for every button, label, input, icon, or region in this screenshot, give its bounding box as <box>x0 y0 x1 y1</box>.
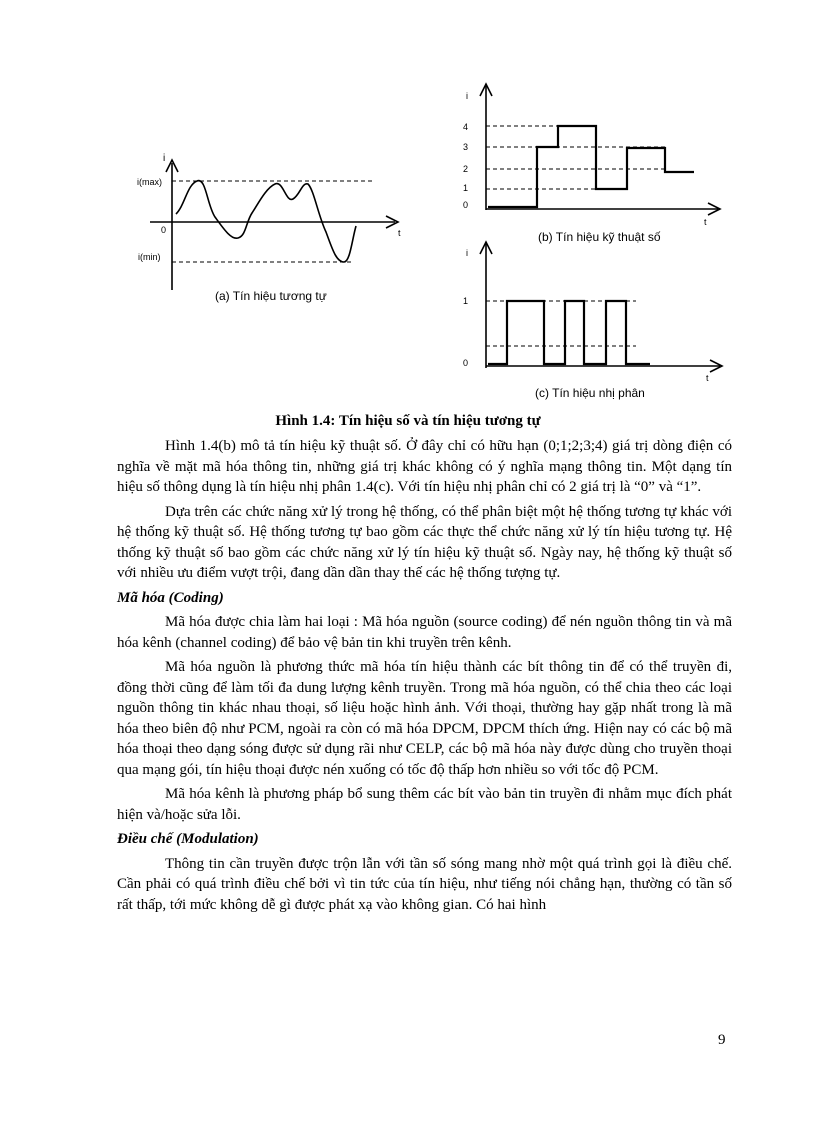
panel-b-caption: (b) Tín hiệu kỹ thuật số <box>538 230 661 244</box>
panel-b-level-2-label: 2 <box>463 164 469 174</box>
panel-b-digital-waveform <box>488 126 694 207</box>
panel-a-imin-label: i(min) <box>138 252 161 262</box>
panel-c-i-label: i <box>466 248 468 258</box>
paragraph-coding-types: Mã hóa được chia làm hai loại : Mã hóa nguồn (source coding) để nén nguồn thông tin và mã hóa kênh (channel coding) để bảo vệ bản tin khi truyền trên kênh. <box>117 614 732 651</box>
panel-a-analog-signal <box>137 153 401 303</box>
panel-c-binary-signal <box>463 242 722 400</box>
panel-a-t-label: t <box>398 228 401 238</box>
panel-a-i-label: i <box>163 153 166 164</box>
panel-b-level-3-label: 3 <box>463 142 469 152</box>
panel-b-t-label: t <box>704 217 707 227</box>
figure-1-4 <box>0 0 816 410</box>
panel-c-one-label: 1 <box>463 296 469 306</box>
paragraph-systems: Dựa trên các chức năng xử lý trong hệ thống, có thể phân biệt một hệ thống tương tự khác với hệ thống kỹ thuật số. Hệ thống tương tự bao gồm các thực thể chức năng xử lý tín hiệu tương tự. Hệ thống kỹ thuật số bao gồm các chức năng xử lý tín hiệu kỹ thuật số. Ngày nay, hệ thống kỹ thuật số với nhiều ưu điểm vượt trội, đang dần dần thay thế các hệ thống tượng tự. <box>117 503 732 581</box>
panel-b-level-0-label: 0 <box>463 200 469 210</box>
body-text <box>117 436 732 919</box>
panel-a-imax-label: i(max) <box>137 177 162 187</box>
panel-b-level-1-label: 1 <box>463 183 469 193</box>
paragraph-source-coding: Mã hóa nguồn là phương thức mã hóa tín hiệu thành các bít thông tin để có thể truyền đi, đồng thời cũng để làm tối đa dung lượng kênh truyền. Trong mã hóa nguồn, có thể chia theo các loại nguồn thông tin khác nhau thoại, số liệu hoặc hình ảnh. Với thoại, thường hay gặp nhất trong là mã hóa theo biên độ như PCM, ngoài ra còn có mã hóa DPCM, DPCM thích ứng. Hiện nay có các bộ mã hóa thoại theo dạng sóng được sử dụng rãi như CELP, các bộ mã hóa này được dùng cho truyền thoại qua mạng gói, tín hiệu thoại được nén xuống có tốc độ thấp hơn nhiều so với tốc độ PCM. <box>117 659 732 778</box>
panel-c-caption: (c) Tín hiệu nhị phân <box>535 386 645 400</box>
panel-a-zero-label: 0 <box>161 225 167 235</box>
paragraph-modulation: Thông tin cần truyền được trộn lẫn với tần số sóng mang nhờ một quá trình gọi là điều chế. Cần phải có quá trình điều chế bởi vì tin tức của tín hiệu, như tiếng nói chẳng hạn, thường có tần số rất thấp, tới mức không dễ gì được phát xạ vào không gian. Có hai hình <box>117 855 732 913</box>
figure-caption: Hình 1.4: Tín hiệu số và tín hiệu tương tự <box>275 413 541 429</box>
panel-c-zero-label: 0 <box>463 358 469 368</box>
panel-c-t-label: t <box>706 373 709 383</box>
page-number: 9 <box>718 1032 726 1048</box>
panel-c-binary-waveform <box>488 301 650 364</box>
panel-b-i-label: i <box>466 91 468 101</box>
panel-b-level-4-label: 4 <box>463 122 469 132</box>
panel-a-caption: (a) Tín hiệu tương tự <box>215 289 327 303</box>
paragraph-digital-signal: Hình 1.4(b) mô tả tín hiệu kỹ thuật số. Ở đây chỉ có hữu hạn (0;1;2;3;4) giá trị dòng điện có nghĩa về mặt mã hóa thông tin, những giá trị khác không có ý nghĩa mạng thông tin. Một dạng tín hiệu số thông dụng là tín hiệu nhị phân 1.4(c). Với tín hiệu nhị phân chỉ có 2 giá trị là “0” và “1”. <box>117 438 732 495</box>
paragraph-channel-coding: Mã hóa kênh là phương pháp bổ sung thêm các bít vào bản tin truyền đi nhằm mục đích phát hiện và/hoặc sửa lỗi. <box>117 786 732 823</box>
heading-coding: Mã hóa (Coding) <box>117 589 224 606</box>
panel-b-digital-signal <box>463 84 720 244</box>
heading-modulation: Điều chế (Modulation) <box>117 831 259 847</box>
